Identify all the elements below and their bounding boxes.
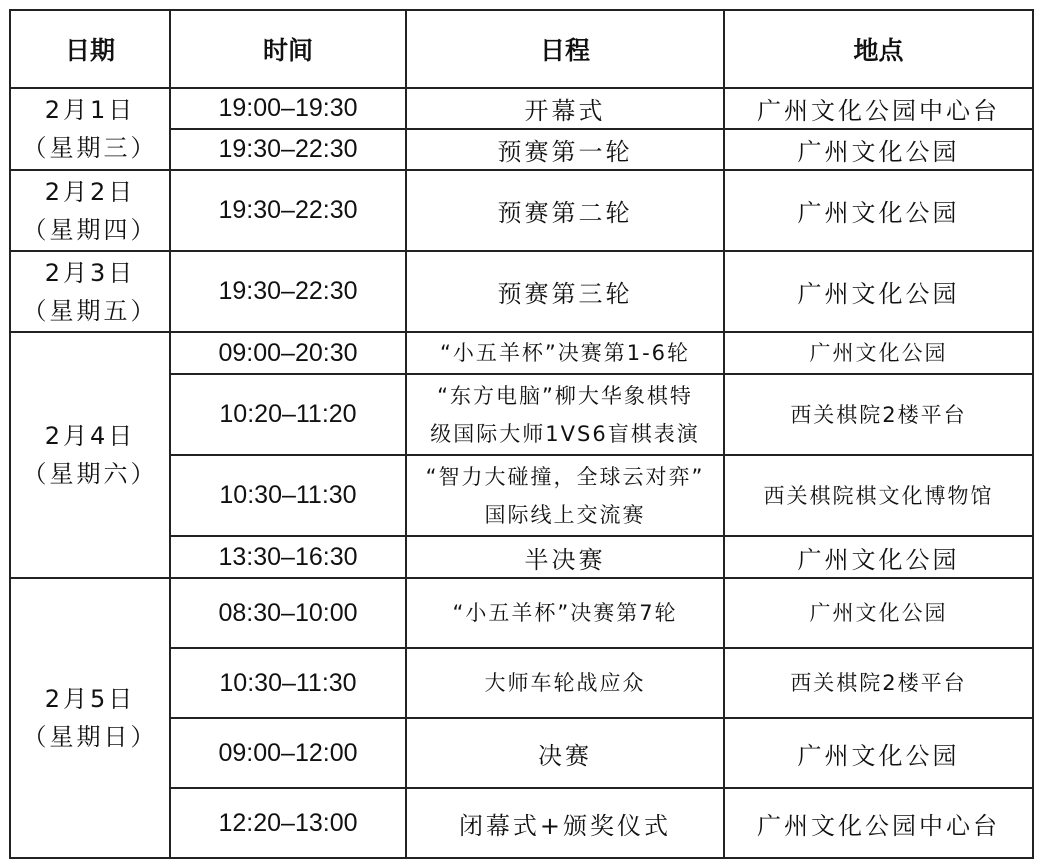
time-cell: 10:20–11:20	[170, 374, 406, 455]
time-cell: 19:30–22:30	[170, 251, 406, 332]
date-text: 2月3日	[44, 258, 136, 287]
place-cell: 广州文化公园中心台	[724, 788, 1033, 858]
event-line: 级国际大师1VS6盲棋表演	[430, 421, 700, 446]
place-cell: 广州文化公园	[724, 332, 1033, 374]
header-event: 日程	[406, 10, 724, 88]
place-cell: 西关棋院2楼平台	[724, 648, 1033, 718]
place-cell: 西关棋院棋文化博物馆	[724, 455, 1033, 536]
date-cell	[10, 88, 170, 170]
table-row	[10, 251, 1033, 332]
table-row	[10, 88, 1033, 129]
weekday-text: （星期三）	[22, 134, 158, 162]
event-cell	[406, 455, 724, 536]
time-cell: 09:00–20:30	[170, 332, 406, 374]
date-cell	[10, 578, 170, 858]
event-line: “智力大碰撞，全球云对弈”	[425, 464, 705, 489]
date-text: 2月1日	[44, 96, 136, 124]
place-cell: 广州文化公园	[724, 170, 1033, 251]
event-cell: 决赛	[406, 718, 724, 788]
weekday-text: （星期四）	[22, 215, 158, 244]
date-cell	[10, 332, 170, 578]
time-cell: 10:30–11:30	[170, 455, 406, 536]
date-text: 2月5日	[44, 685, 136, 713]
table-row	[10, 332, 1033, 374]
time-cell: 19:30–22:30	[170, 170, 406, 251]
place-cell: 广州文化公园	[724, 536, 1033, 578]
time-cell: 08:30–10:00	[170, 578, 406, 648]
time-cell: 19:00–19:30	[170, 88, 406, 129]
date-text: 2月2日	[44, 177, 136, 206]
place-cell: 广州文化公园	[724, 251, 1033, 332]
date-cell	[10, 170, 170, 251]
event-cell	[406, 374, 724, 455]
event-line: 国际线上交流赛	[484, 502, 646, 527]
event-cell: 大师车轮战应众	[406, 648, 724, 718]
place-cell: 广州文化公园	[724, 129, 1033, 170]
time-cell: 10:30–11:30	[170, 648, 406, 718]
schedule-table	[9, 9, 1034, 859]
place-cell: 广州文化公园中心台	[724, 88, 1033, 129]
event-cell: 预赛第三轮	[406, 251, 724, 332]
time-cell: 19:30–22:30	[170, 129, 406, 170]
event-cell: 闭幕式+颁奖仪式	[406, 788, 724, 858]
table-row	[10, 170, 1033, 251]
header-place: 地点	[724, 10, 1033, 88]
weekday-text: （星期五）	[22, 296, 158, 325]
time-cell: 09:00–12:00	[170, 718, 406, 788]
table-row	[10, 578, 1033, 648]
time-cell: 12:20–13:00	[170, 788, 406, 858]
event-cell: “小五羊杯”决赛第7轮	[406, 578, 724, 648]
time-cell: 13:30–16:30	[170, 536, 406, 578]
event-cell: 开幕式	[406, 88, 724, 129]
header-time: 时间	[170, 10, 406, 88]
event-cell: “小五羊杯”决赛第1-6轮	[406, 332, 724, 374]
event-cell: 预赛第一轮	[406, 129, 724, 170]
place-cell: 广州文化公园	[724, 718, 1033, 788]
event-line: “东方电脑”柳大华象棋特	[437, 383, 693, 408]
event-cell: 预赛第二轮	[406, 170, 724, 251]
event-cell: 半决赛	[406, 536, 724, 578]
weekday-text: （星期日）	[22, 723, 158, 751]
header-row	[10, 10, 1033, 88]
date-text: 2月4日	[44, 422, 136, 450]
header-date: 日期	[10, 10, 170, 88]
date-cell	[10, 251, 170, 332]
place-cell: 西关棋院2楼平台	[724, 374, 1033, 455]
weekday-text: （星期六）	[22, 460, 158, 488]
place-cell: 广州文化公园	[724, 578, 1033, 648]
